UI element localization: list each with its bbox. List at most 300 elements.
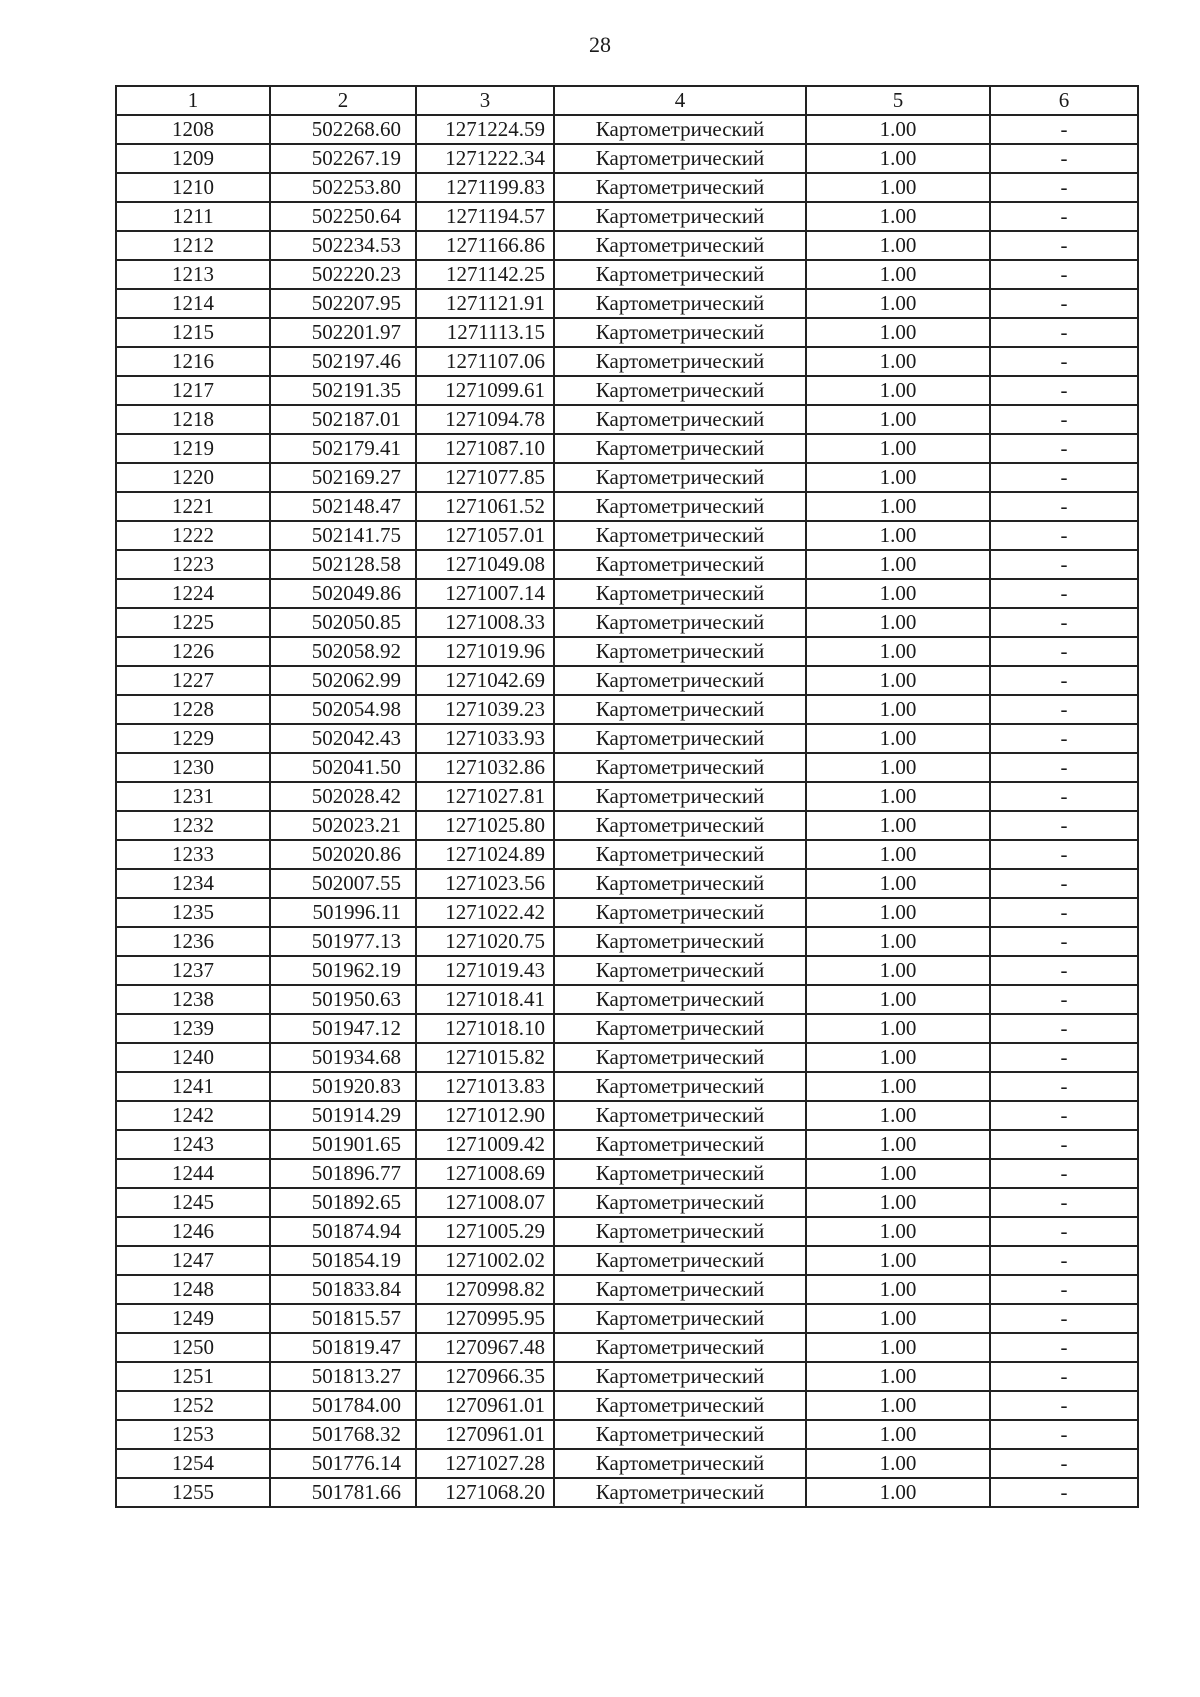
y-coordinate-cell: 1271049.08 bbox=[416, 550, 554, 579]
point-number-cell: 1215 bbox=[116, 318, 270, 347]
accuracy-cell: 1.00 bbox=[806, 869, 990, 898]
x-coordinate-cell: 501784.00 bbox=[270, 1391, 416, 1420]
accuracy-cell: 1.00 bbox=[806, 1420, 990, 1449]
accuracy-cell: 1.00 bbox=[806, 666, 990, 695]
accuracy-cell: 1.00 bbox=[806, 347, 990, 376]
point-number-cell: 1229 bbox=[116, 724, 270, 753]
x-coordinate-cell: 501854.19 bbox=[270, 1246, 416, 1275]
point-number-cell: 1209 bbox=[116, 144, 270, 173]
accuracy-cell: 1.00 bbox=[806, 492, 990, 521]
point-number-cell: 1222 bbox=[116, 521, 270, 550]
table-row bbox=[116, 840, 1138, 869]
table-row bbox=[116, 1217, 1138, 1246]
x-coordinate-cell: 501768.32 bbox=[270, 1420, 416, 1449]
table-row bbox=[116, 521, 1138, 550]
description-cell: - bbox=[990, 1449, 1138, 1478]
point-number-cell: 1216 bbox=[116, 347, 270, 376]
y-coordinate-cell: 1271224.59 bbox=[416, 115, 554, 144]
table-row bbox=[116, 1101, 1138, 1130]
y-coordinate-cell: 1271107.06 bbox=[416, 347, 554, 376]
accuracy-cell: 1.00 bbox=[806, 985, 990, 1014]
x-coordinate-cell: 502253.80 bbox=[270, 173, 416, 202]
accuracy-cell: 1.00 bbox=[806, 724, 990, 753]
description-cell: - bbox=[990, 434, 1138, 463]
description-cell: - bbox=[990, 695, 1138, 724]
x-coordinate-cell: 502020.86 bbox=[270, 840, 416, 869]
accuracy-cell: 1.00 bbox=[806, 927, 990, 956]
method-cell: Картометрический bbox=[554, 1101, 806, 1130]
description-cell: - bbox=[990, 840, 1138, 869]
point-number-cell: 1221 bbox=[116, 492, 270, 521]
description-cell: - bbox=[990, 173, 1138, 202]
y-coordinate-cell: 1270967.48 bbox=[416, 1333, 554, 1362]
point-number-cell: 1254 bbox=[116, 1449, 270, 1478]
point-number-cell: 1240 bbox=[116, 1043, 270, 1072]
method-cell: Картометрический bbox=[554, 1275, 806, 1304]
method-cell: Картометрический bbox=[554, 579, 806, 608]
accuracy-cell: 1.00 bbox=[806, 405, 990, 434]
description-cell: - bbox=[990, 463, 1138, 492]
accuracy-cell: 1.00 bbox=[806, 840, 990, 869]
x-coordinate-cell: 502141.75 bbox=[270, 521, 416, 550]
accuracy-cell: 1.00 bbox=[806, 1188, 990, 1217]
description-cell: - bbox=[990, 869, 1138, 898]
method-cell: Картометрический bbox=[554, 985, 806, 1014]
point-number-cell: 1246 bbox=[116, 1217, 270, 1246]
table-row bbox=[116, 463, 1138, 492]
table-row bbox=[116, 579, 1138, 608]
description-cell: - bbox=[990, 405, 1138, 434]
table-row bbox=[116, 724, 1138, 753]
description-cell: - bbox=[990, 115, 1138, 144]
method-cell: Картометрический bbox=[554, 1478, 806, 1507]
description-cell: - bbox=[990, 608, 1138, 637]
method-cell: Картометрический bbox=[554, 869, 806, 898]
y-coordinate-cell: 1270998.82 bbox=[416, 1275, 554, 1304]
y-coordinate-cell: 1271061.52 bbox=[416, 492, 554, 521]
y-coordinate-cell: 1271142.25 bbox=[416, 260, 554, 289]
method-cell: Картометрический bbox=[554, 521, 806, 550]
method-cell: Картометрический bbox=[554, 724, 806, 753]
method-cell: Картометрический bbox=[554, 1362, 806, 1391]
point-number-cell: 1236 bbox=[116, 927, 270, 956]
point-number-cell: 1223 bbox=[116, 550, 270, 579]
y-coordinate-cell: 1271018.41 bbox=[416, 985, 554, 1014]
x-coordinate-cell: 501996.11 bbox=[270, 898, 416, 927]
description-cell: - bbox=[990, 637, 1138, 666]
description-cell: - bbox=[990, 927, 1138, 956]
x-coordinate-cell: 502062.99 bbox=[270, 666, 416, 695]
point-number-cell: 1208 bbox=[116, 115, 270, 144]
table-row bbox=[116, 1014, 1138, 1043]
method-cell: Картометрический bbox=[554, 1333, 806, 1362]
method-cell: Картометрический bbox=[554, 260, 806, 289]
table-row bbox=[116, 173, 1138, 202]
method-cell: Картометрический bbox=[554, 463, 806, 492]
point-number-cell: 1237 bbox=[116, 956, 270, 985]
method-cell: Картометрический bbox=[554, 202, 806, 231]
point-number-cell: 1227 bbox=[116, 666, 270, 695]
point-number-cell: 1250 bbox=[116, 1333, 270, 1362]
description-cell: - bbox=[990, 579, 1138, 608]
method-cell: Картометрический bbox=[554, 608, 806, 637]
method-cell: Картометрический bbox=[554, 1043, 806, 1072]
method-cell: Картометрический bbox=[554, 811, 806, 840]
accuracy-cell: 1.00 bbox=[806, 231, 990, 260]
accuracy-cell: 1.00 bbox=[806, 202, 990, 231]
table-row bbox=[116, 1072, 1138, 1101]
point-number-cell: 1230 bbox=[116, 753, 270, 782]
x-coordinate-cell: 502054.98 bbox=[270, 695, 416, 724]
table-row bbox=[116, 289, 1138, 318]
x-coordinate-cell: 502201.97 bbox=[270, 318, 416, 347]
x-coordinate-cell: 501833.84 bbox=[270, 1275, 416, 1304]
x-coordinate-cell: 501813.27 bbox=[270, 1362, 416, 1391]
accuracy-cell: 1.00 bbox=[806, 1101, 990, 1130]
point-number-cell: 1212 bbox=[116, 231, 270, 260]
header-cell: 3 bbox=[416, 86, 554, 115]
accuracy-cell: 1.00 bbox=[806, 608, 990, 637]
accuracy-cell: 1.00 bbox=[806, 898, 990, 927]
description-cell: - bbox=[990, 1072, 1138, 1101]
header-cell: 5 bbox=[806, 86, 990, 115]
accuracy-cell: 1.00 bbox=[806, 637, 990, 666]
description-cell: - bbox=[990, 1217, 1138, 1246]
y-coordinate-cell: 1270961.01 bbox=[416, 1391, 554, 1420]
y-coordinate-cell: 1271008.33 bbox=[416, 608, 554, 637]
accuracy-cell: 1.00 bbox=[806, 1159, 990, 1188]
y-coordinate-cell: 1271077.85 bbox=[416, 463, 554, 492]
description-cell: - bbox=[990, 347, 1138, 376]
point-number-cell: 1249 bbox=[116, 1304, 270, 1333]
table-row bbox=[116, 1449, 1138, 1478]
description-cell: - bbox=[990, 1014, 1138, 1043]
method-cell: Картометрический bbox=[554, 898, 806, 927]
x-coordinate-cell: 501947.12 bbox=[270, 1014, 416, 1043]
header-cell: 2 bbox=[270, 86, 416, 115]
table-row bbox=[116, 811, 1138, 840]
accuracy-cell: 1.00 bbox=[806, 1072, 990, 1101]
table-row bbox=[116, 956, 1138, 985]
point-number-cell: 1219 bbox=[116, 434, 270, 463]
point-number-cell: 1210 bbox=[116, 173, 270, 202]
point-number-cell: 1232 bbox=[116, 811, 270, 840]
accuracy-cell: 1.00 bbox=[806, 173, 990, 202]
table-row bbox=[116, 347, 1138, 376]
x-coordinate-cell: 501901.65 bbox=[270, 1130, 416, 1159]
point-number-cell: 1252 bbox=[116, 1391, 270, 1420]
table-row bbox=[116, 231, 1138, 260]
point-number-cell: 1213 bbox=[116, 260, 270, 289]
accuracy-cell: 1.00 bbox=[806, 1362, 990, 1391]
y-coordinate-cell: 1271068.20 bbox=[416, 1478, 554, 1507]
y-coordinate-cell: 1271002.02 bbox=[416, 1246, 554, 1275]
x-coordinate-cell: 501934.68 bbox=[270, 1043, 416, 1072]
y-coordinate-cell: 1271008.07 bbox=[416, 1188, 554, 1217]
table-row bbox=[116, 1362, 1138, 1391]
point-number-cell: 1244 bbox=[116, 1159, 270, 1188]
table-row bbox=[116, 376, 1138, 405]
x-coordinate-cell: 501815.57 bbox=[270, 1304, 416, 1333]
x-coordinate-cell: 502148.47 bbox=[270, 492, 416, 521]
y-coordinate-cell: 1271020.75 bbox=[416, 927, 554, 956]
y-coordinate-cell: 1270995.95 bbox=[416, 1304, 554, 1333]
method-cell: Картометрический bbox=[554, 637, 806, 666]
method-cell: Картометрический bbox=[554, 666, 806, 695]
accuracy-cell: 1.00 bbox=[806, 115, 990, 144]
method-cell: Картометрический bbox=[554, 1217, 806, 1246]
description-cell: - bbox=[990, 1246, 1138, 1275]
accuracy-cell: 1.00 bbox=[806, 1478, 990, 1507]
y-coordinate-cell: 1271121.91 bbox=[416, 289, 554, 318]
accuracy-cell: 1.00 bbox=[806, 811, 990, 840]
table-row bbox=[116, 492, 1138, 521]
table-row bbox=[116, 115, 1138, 144]
table-row bbox=[116, 1188, 1138, 1217]
accuracy-cell: 1.00 bbox=[806, 376, 990, 405]
point-number-cell: 1218 bbox=[116, 405, 270, 434]
y-coordinate-cell: 1271027.28 bbox=[416, 1449, 554, 1478]
accuracy-cell: 1.00 bbox=[806, 1217, 990, 1246]
y-coordinate-cell: 1271042.69 bbox=[416, 666, 554, 695]
x-coordinate-cell: 502058.92 bbox=[270, 637, 416, 666]
method-cell: Картометрический bbox=[554, 347, 806, 376]
description-cell: - bbox=[990, 753, 1138, 782]
y-coordinate-cell: 1271019.43 bbox=[416, 956, 554, 985]
description-cell: - bbox=[990, 1304, 1138, 1333]
y-coordinate-cell: 1271032.86 bbox=[416, 753, 554, 782]
method-cell: Картометрический bbox=[554, 115, 806, 144]
description-cell: - bbox=[990, 202, 1138, 231]
x-coordinate-cell: 502267.19 bbox=[270, 144, 416, 173]
x-coordinate-cell: 501776.14 bbox=[270, 1449, 416, 1478]
description-cell: - bbox=[990, 985, 1138, 1014]
table-row bbox=[116, 869, 1138, 898]
point-number-cell: 1245 bbox=[116, 1188, 270, 1217]
x-coordinate-cell: 501896.77 bbox=[270, 1159, 416, 1188]
y-coordinate-cell: 1271113.15 bbox=[416, 318, 554, 347]
accuracy-cell: 1.00 bbox=[806, 1275, 990, 1304]
x-coordinate-cell: 502042.43 bbox=[270, 724, 416, 753]
description-cell: - bbox=[990, 1420, 1138, 1449]
accuracy-cell: 1.00 bbox=[806, 318, 990, 347]
table-row bbox=[116, 753, 1138, 782]
method-cell: Картометрический bbox=[554, 1014, 806, 1043]
point-number-cell: 1242 bbox=[116, 1101, 270, 1130]
header-cell: 1 bbox=[116, 86, 270, 115]
table-row bbox=[116, 1246, 1138, 1275]
x-coordinate-cell: 501914.29 bbox=[270, 1101, 416, 1130]
x-coordinate-cell: 502050.85 bbox=[270, 608, 416, 637]
description-cell: - bbox=[990, 318, 1138, 347]
table-row bbox=[116, 782, 1138, 811]
table-row bbox=[116, 434, 1138, 463]
description-cell: - bbox=[990, 1159, 1138, 1188]
y-coordinate-cell: 1271057.01 bbox=[416, 521, 554, 550]
table-row bbox=[116, 927, 1138, 956]
table-row bbox=[116, 898, 1138, 927]
accuracy-cell: 1.00 bbox=[806, 956, 990, 985]
accuracy-cell: 1.00 bbox=[806, 782, 990, 811]
table-row bbox=[116, 666, 1138, 695]
table-row bbox=[116, 1478, 1138, 1507]
point-number-cell: 1233 bbox=[116, 840, 270, 869]
accuracy-cell: 1.00 bbox=[806, 463, 990, 492]
y-coordinate-cell: 1271039.23 bbox=[416, 695, 554, 724]
x-coordinate-cell: 502197.46 bbox=[270, 347, 416, 376]
description-cell: - bbox=[990, 289, 1138, 318]
description-cell: - bbox=[990, 666, 1138, 695]
x-coordinate-cell: 501892.65 bbox=[270, 1188, 416, 1217]
description-cell: - bbox=[990, 1362, 1138, 1391]
table-row bbox=[116, 1130, 1138, 1159]
y-coordinate-cell: 1271023.56 bbox=[416, 869, 554, 898]
y-coordinate-cell: 1271018.10 bbox=[416, 1014, 554, 1043]
y-coordinate-cell: 1271012.90 bbox=[416, 1101, 554, 1130]
description-cell: - bbox=[990, 956, 1138, 985]
accuracy-cell: 1.00 bbox=[806, 1449, 990, 1478]
point-number-cell: 1220 bbox=[116, 463, 270, 492]
x-coordinate-cell: 501874.94 bbox=[270, 1217, 416, 1246]
description-cell: - bbox=[990, 1130, 1138, 1159]
y-coordinate-cell: 1271013.83 bbox=[416, 1072, 554, 1101]
method-cell: Картометрический bbox=[554, 956, 806, 985]
point-number-cell: 1217 bbox=[116, 376, 270, 405]
point-number-cell: 1234 bbox=[116, 869, 270, 898]
table-row bbox=[116, 1391, 1138, 1420]
table-row bbox=[116, 608, 1138, 637]
method-cell: Картометрический bbox=[554, 927, 806, 956]
y-coordinate-cell: 1270966.35 bbox=[416, 1362, 554, 1391]
header-cell: 4 bbox=[554, 86, 806, 115]
description-cell: - bbox=[990, 492, 1138, 521]
accuracy-cell: 1.00 bbox=[806, 1130, 990, 1159]
point-number-cell: 1225 bbox=[116, 608, 270, 637]
accuracy-cell: 1.00 bbox=[806, 1391, 990, 1420]
description-cell: - bbox=[990, 724, 1138, 753]
x-coordinate-cell: 502128.58 bbox=[270, 550, 416, 579]
x-coordinate-cell: 502041.50 bbox=[270, 753, 416, 782]
accuracy-cell: 1.00 bbox=[806, 1014, 990, 1043]
description-cell: - bbox=[990, 1391, 1138, 1420]
accuracy-cell: 1.00 bbox=[806, 289, 990, 318]
description-cell: - bbox=[990, 550, 1138, 579]
accuracy-cell: 1.00 bbox=[806, 1246, 990, 1275]
accuracy-cell: 1.00 bbox=[806, 579, 990, 608]
method-cell: Картометрический bbox=[554, 405, 806, 434]
table-row bbox=[116, 260, 1138, 289]
description-cell: - bbox=[990, 1478, 1138, 1507]
accuracy-cell: 1.00 bbox=[806, 1304, 990, 1333]
x-coordinate-cell: 502234.53 bbox=[270, 231, 416, 260]
method-cell: Картометрический bbox=[554, 1391, 806, 1420]
point-number-cell: 1241 bbox=[116, 1072, 270, 1101]
x-coordinate-cell: 501977.13 bbox=[270, 927, 416, 956]
table-row bbox=[116, 550, 1138, 579]
description-cell: - bbox=[990, 811, 1138, 840]
y-coordinate-cell: 1271099.61 bbox=[416, 376, 554, 405]
method-cell: Картометрический bbox=[554, 231, 806, 260]
y-coordinate-cell: 1271166.86 bbox=[416, 231, 554, 260]
method-cell: Картометрический bbox=[554, 1246, 806, 1275]
x-coordinate-cell: 502250.64 bbox=[270, 202, 416, 231]
method-cell: Картометрический bbox=[554, 1130, 806, 1159]
table-header-row bbox=[116, 86, 1138, 115]
table-body bbox=[116, 115, 1138, 1507]
accuracy-cell: 1.00 bbox=[806, 753, 990, 782]
method-cell: Картометрический bbox=[554, 434, 806, 463]
method-cell: Картометрический bbox=[554, 492, 806, 521]
point-number-cell: 1243 bbox=[116, 1130, 270, 1159]
page-number: 28 bbox=[589, 32, 611, 57]
y-coordinate-cell: 1271033.93 bbox=[416, 724, 554, 753]
point-number-cell: 1211 bbox=[116, 202, 270, 231]
table-row bbox=[116, 144, 1138, 173]
method-cell: Картометрический bbox=[554, 695, 806, 724]
table-row bbox=[116, 695, 1138, 724]
table-row bbox=[116, 1159, 1138, 1188]
y-coordinate-cell: 1271019.96 bbox=[416, 637, 554, 666]
y-coordinate-cell: 1271015.82 bbox=[416, 1043, 554, 1072]
x-coordinate-cell: 502268.60 bbox=[270, 115, 416, 144]
description-cell: - bbox=[990, 898, 1138, 927]
x-coordinate-cell: 501962.19 bbox=[270, 956, 416, 985]
method-cell: Картометрический bbox=[554, 173, 806, 202]
description-cell: - bbox=[990, 782, 1138, 811]
method-cell: Картометрический bbox=[554, 289, 806, 318]
point-number-cell: 1247 bbox=[116, 1246, 270, 1275]
header-cell: 6 bbox=[990, 86, 1138, 115]
y-coordinate-cell: 1271008.69 bbox=[416, 1159, 554, 1188]
point-number-cell: 1251 bbox=[116, 1362, 270, 1391]
y-coordinate-cell: 1271199.83 bbox=[416, 173, 554, 202]
method-cell: Картометрический bbox=[554, 1304, 806, 1333]
y-coordinate-cell: 1271009.42 bbox=[416, 1130, 554, 1159]
method-cell: Картометрический bbox=[554, 1449, 806, 1478]
accuracy-cell: 1.00 bbox=[806, 260, 990, 289]
description-cell: - bbox=[990, 376, 1138, 405]
accuracy-cell: 1.00 bbox=[806, 550, 990, 579]
description-cell: - bbox=[990, 231, 1138, 260]
x-coordinate-cell: 501819.47 bbox=[270, 1333, 416, 1362]
method-cell: Картометрический bbox=[554, 840, 806, 869]
x-coordinate-cell: 502007.55 bbox=[270, 869, 416, 898]
point-number-cell: 1239 bbox=[116, 1014, 270, 1043]
x-coordinate-cell: 502169.27 bbox=[270, 463, 416, 492]
method-cell: Картометрический bbox=[554, 550, 806, 579]
y-coordinate-cell: 1271007.14 bbox=[416, 579, 554, 608]
table-row bbox=[116, 1304, 1138, 1333]
x-coordinate-cell: 502191.35 bbox=[270, 376, 416, 405]
table-row bbox=[116, 405, 1138, 434]
method-cell: Картометрический bbox=[554, 1072, 806, 1101]
x-coordinate-cell: 502049.86 bbox=[270, 579, 416, 608]
point-number-cell: 1248 bbox=[116, 1275, 270, 1304]
point-number-cell: 1214 bbox=[116, 289, 270, 318]
accuracy-cell: 1.00 bbox=[806, 144, 990, 173]
y-coordinate-cell: 1271094.78 bbox=[416, 405, 554, 434]
method-cell: Картометрический bbox=[554, 318, 806, 347]
x-coordinate-cell: 502220.23 bbox=[270, 260, 416, 289]
description-cell: - bbox=[990, 144, 1138, 173]
accuracy-cell: 1.00 bbox=[806, 521, 990, 550]
method-cell: Картометрический bbox=[554, 782, 806, 811]
description-cell: - bbox=[990, 1333, 1138, 1362]
method-cell: Картометрический bbox=[554, 753, 806, 782]
accuracy-cell: 1.00 bbox=[806, 695, 990, 724]
y-coordinate-cell: 1271222.34 bbox=[416, 144, 554, 173]
x-coordinate-cell: 502179.41 bbox=[270, 434, 416, 463]
